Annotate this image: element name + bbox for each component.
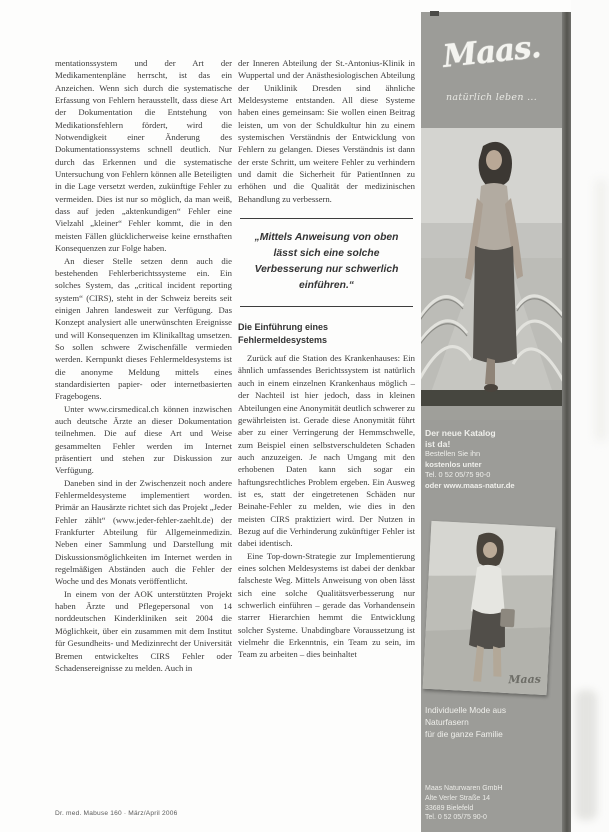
promo-line: Der neue Katalog <box>425 428 496 438</box>
promo-line: kostenlos unter <box>425 459 482 469</box>
promo-website: oder www.maas-natur.de <box>425 480 515 490</box>
article-paragraph: Eine Top-down-Strategie zur Implementierung eines solchen Meldesystems ist dabei der denkbar falscheste Weg. Mittels Anweisung von oben lässt sich eine solche Qualitätsverbesserung nur schwerlich einführen – gerade das Vorhandensein starrer Hierarchien hemmt die Entwicklung solcher Systeme. Unabdingbare Voraussetzung ist vielmehr die Erkenntnis, ein Team zu sein, im Team zu arbeiten – dies beinhaltet <box>238 550 415 660</box>
article-paragraph: An dieser Stelle setzen denn auch die bestehenden Fehlerberichtssysteme ein. Ein solches System, das „critical incident reporting system“ (CIRS), steht in der Schweiz bereits seit einigen Jahren landesweit zur Verfügung. Das Konzept analysiert alle unerwünschten Ereignisse und will Konsequenzen im Klinikalltag umsetzen. So sollen schwere Zwischenfälle vermieden werden. Kernpunkt dieses Fehlermeldesystems ist die anonyme Meldung mittels eines standardisierten papier- oder internetbasierten Fragebogens. <box>55 255 232 402</box>
section-heading-line2: Fehlermeldesystems <box>238 334 328 345</box>
address-line: Alte Verler Straße 14 <box>425 794 490 802</box>
ad-address <box>425 784 558 823</box>
ad-page-edge <box>562 12 571 832</box>
article-paragraph: Daneben sind in der Zwischenzeit noch andere Fehlermeldesysteme implementiert worden. Primär an Hausärzte richtet sich das Projekt „Jeder Fehler zählt“ (www.jeder-fehler-zaehlt.de) der Frankfurter Abteilung für Allgemeinmedizin. Neben einer Sammlung und Darstellung mit Diskussionsmöglichkeiten im Internet werden in regelmäßigen Abständen auch die Fehler der Woche und des Monats veröffentlicht. <box>55 477 232 587</box>
article-paragraph: der Inneren Abteilung der St.-Antonius-Klinik in Wuppertal und der Anästhesiologischen Abteilung der Uniklinik Dresden sind ähnliche Meldesysteme entstanden. All diese Systeme haben eines gemeinsam: Sie wollen einen Beitrag leisten, um von der Schuldkultur hin zu einem systemischen Verständnis der Entwicklung von Fehlern zu gelangen. Dieses Verständnis ist dann der erste Schritt, um weitere Fehler zu verhindern und damit die Sicherheit für PatientInnen zu erhöhen und die Qualität der medizinischen Behandlung zu verbessern. <box>238 58 415 204</box>
catalog-photo <box>423 521 556 695</box>
pull-quote-text: „Mittels Anweisung von oben lässt sich eine solche Verbesserung nur schwerlich einführen.“ <box>254 232 399 292</box>
boardwalk-photo-art <box>421 128 562 420</box>
promo-line: Tel. 0 52 05/75 90-0 <box>425 470 491 479</box>
section-heading-line1: Die Einführung eines <box>238 322 329 333</box>
article-paragraph: Zurück auf die Station des Krankenhauses: Ein ähnlich umfassendes Berichtssystem ist natürlich auch in einem einzelnen Krankenhaus möglich – der Nachteil ist hier jedoch, dass in kleinen Abteilungen eine Anonymität deutlich schwerer zu gewährleisten ist. Gerade diese Anonymität führt aber zu einer Verringerung der Hemmschwelle, zum Beispiel einen selbstverschuldeten Schaden auch anzuzeigen. Je nach Umgang mit den erhobenen Daten kann sich sogar ein haftungsrechtliches Problem ergeben. Ein Ausweg ist es, statt der eingetretenen Schäden nur Beinahe-Fehler zu melden, wie dies in den meisten CIRS praktiziert wird. Der Nutzen in Bezug auf die Verhinderung zukünftiger Fehler ist dabei identisch. <box>238 353 415 549</box>
scan-artifact <box>596 180 606 440</box>
article-column-left <box>55 57 232 674</box>
ad-slogan <box>425 704 558 740</box>
address-line: 33689 Bielefeld <box>425 804 474 812</box>
maas-tagline: natürlich leben ... <box>445 92 538 103</box>
scan-artifact <box>430 11 439 16</box>
scan-artifact <box>575 690 597 820</box>
catalog-photo-art <box>423 521 556 695</box>
address-line: Maas Naturwaren GmbH <box>425 785 503 792</box>
promo-line: Bestellen Sie ihn <box>425 449 481 458</box>
article-column-middle <box>238 57 415 661</box>
article-paragraph: mentationssystem und der Art der Medikamentenpläne herrscht, ist das ein Anzeichen. Wenn sich durch die systematische Erfassung von Fehlern herausstellt, dass diese Art der Dokumentation die Entstehung von Medikationsfehlern fördert, wird die Notwendigkeit einer Änderung des Dokumentationssystems schnell deutlich. Nur durch das Erkennen und die systematische Untersuchung von Fehlern können alle Beteiligten in die Lage versetzt werden, zukünftige Fehler zu vermeiden. Dies ist nur so möglich, da man weiß, dass auf jeden „aktenkundigen“ Fehler eine Vielzahl „kleiner“ Fehler kommt, die in den meisten Fällen glücklicherweise keine ernsthaften Konsequenzen zur Folge haben. <box>55 58 232 254</box>
page-footer: Dr. med. Mabuse 160 · März/April 2006 <box>55 810 178 817</box>
address-line: Tel. 0 52 05/75 90-0 <box>425 814 487 822</box>
article-paragraph: In einem von der AOK unterstützten Projekt haben Ärzte und Pflegepersonal von 14 norddeutschen Kinderkliniken seit 2004 die Möglichkeit, über ein zusammen mit dem Institut für Gesundheits- und Medizinrecht der Universität Bremen entwickeltes CIRS Fehler oder Schadensereignisse zu melden. Auch in <box>55 588 232 673</box>
article-paragraph: Unter www.cirsmedical.ch können inzwischen auch deutsche Ärzte an dieser Dokumentation teilnehmen. Die auf diese Art und Weise gesammelten Fehler werden im Internet präsentiert und stehen zur Diskussion zur Verfügung. <box>55 403 232 476</box>
promo-line: ist da! <box>425 438 451 449</box>
slogan-line: für die ganze Familie <box>425 729 503 739</box>
slogan-line: Individuelle Mode aus <box>425 705 507 715</box>
catalog-promo <box>425 428 558 491</box>
boardwalk-photo <box>421 128 562 420</box>
catalog-cover-logo: Maas <box>508 672 542 687</box>
slogan-line: Naturfasern <box>425 717 469 727</box>
maas-logo: Maas. <box>441 28 542 76</box>
pull-quote <box>240 218 413 307</box>
maas-advertisement <box>421 12 562 832</box>
section-heading <box>238 321 415 346</box>
